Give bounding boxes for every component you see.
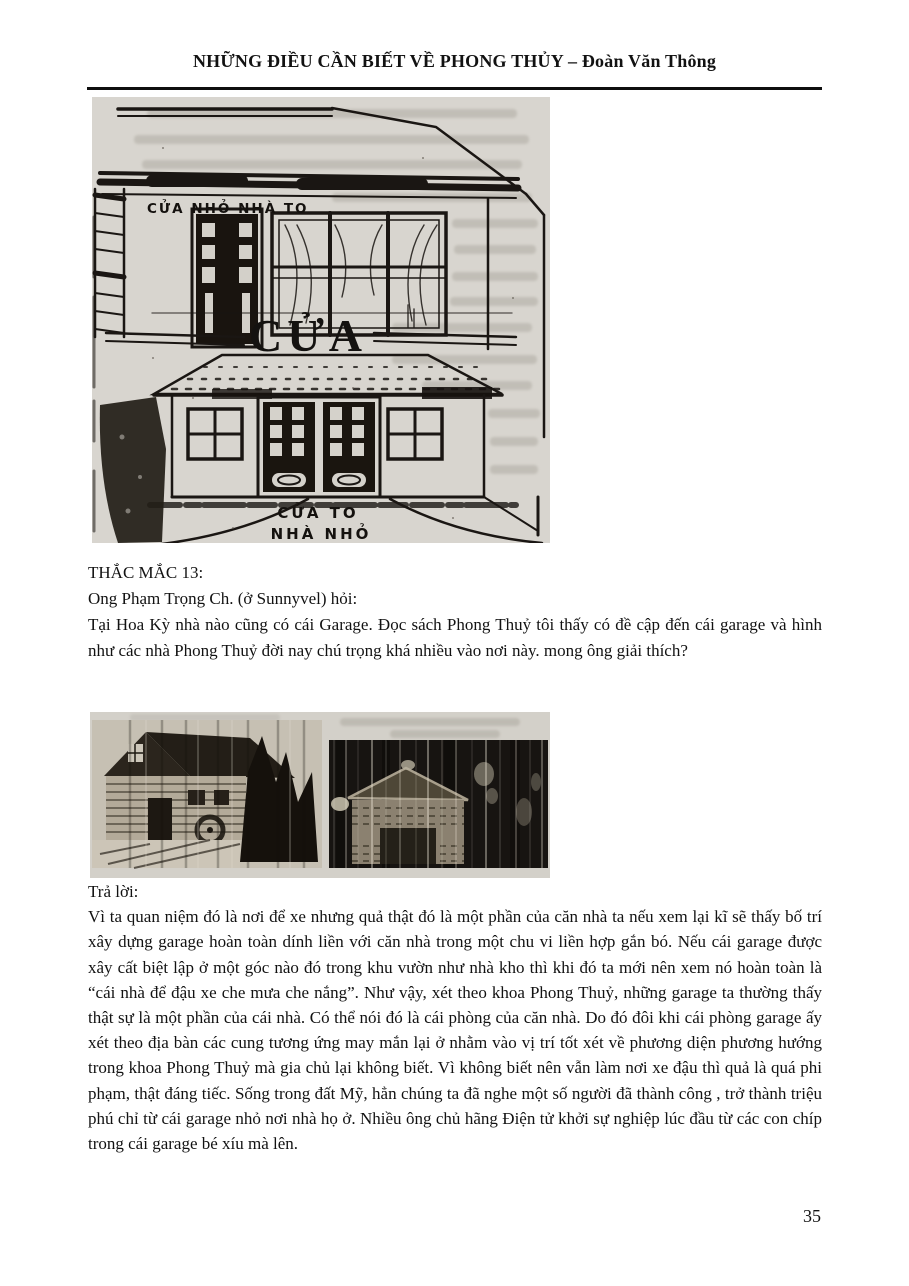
figure1-label-small-door-big-house: CỬA NHỎ NHÀ TO (147, 201, 309, 217)
header-rule (87, 87, 822, 90)
section-heading: THẮC MẮC 13: (88, 563, 204, 582)
page-header-title: NHỮNG ĐIỀU CẦN BIẾT VỀ PHONG THỦY – Đoàn Văn Thông (192, 51, 717, 71)
figure1-label-big-door-line2: NHÀ NHỎ (270, 525, 372, 543)
page-number: 35 (803, 1206, 821, 1226)
photo-left-cabin-house (92, 720, 322, 868)
figure1-label-cua: CỬA (248, 310, 368, 361)
figure-garage-photos (90, 712, 550, 878)
figure1-canvas (92, 97, 550, 543)
photo-right-dark-garage (329, 740, 548, 868)
question-section (88, 560, 822, 664)
answer-label: Trả lời: (88, 882, 139, 901)
answer-paragraph: Vì ta quan niệm đó là nơi để xe nhưng quả thật đó là một phần của căn nhà ta nếu xem lại kĩ sẽ thấy bố trí xây dựng garage hoàn toàn dính liền với căn nhà trong một chu vi liền hợp gắn bó. Nếu cái garage được xây cất biệt lập ở một góc nào đó trong khu vườn như nhà kho thì khi đó ta mới nên xem nó hoàn toàn là “cái nhà để đậu xe che mưa che nắng”. Như vậy, xét theo khoa Phong Thuỷ, những garage ta thường thấy thật sự là một phần của cái nhà. Có thể nói đó là cái phòng của căn nhà. Do đó đôi khi cái phòng garage ấy xét theo địa bàn các cung tương ứng may mắn lại ở nhằm vào vị trí tốt xét về phương diện phương hướng trong khoa Phong Thuỷ mà gia chủ lại không biết. Vì không biết nên vẫn làm nơi xe đậu thì quả là quá phi phạm, thật đáng tiếc. Sống trong đất Mỹ, hẳn chúng ta đã nghe một số người đã thành công , trở thành triệu phú chỉ từ cái garage nhỏ nơi nhà họ ở. Nhiều ông chủ hãng Điện tử khởi sự nghiệp lúc đầu từ các con chíp trong cái garage bé xíu mà lên. (88, 907, 822, 1154)
question-paragraph: Tại Hoa Kỳ nhà nào cũng có cái Garage. Đọc sách Phong Thuỷ tôi thấy có đề cập đến cái garage và hình như các nhà Phong Thuỷ đời nay chú trọng khá nhiều vào nơi này. mong ông giải thích? (88, 615, 822, 660)
answer-section (88, 879, 822, 1156)
figure1-label-big-door-line1: CỬA TO (277, 504, 359, 522)
asker-line: Ong Phạm Trọng Ch. (ở Sunnyvel) hỏi: (88, 589, 358, 608)
figure-door-house-illustration (92, 97, 550, 543)
figure2-canvas (90, 712, 550, 878)
